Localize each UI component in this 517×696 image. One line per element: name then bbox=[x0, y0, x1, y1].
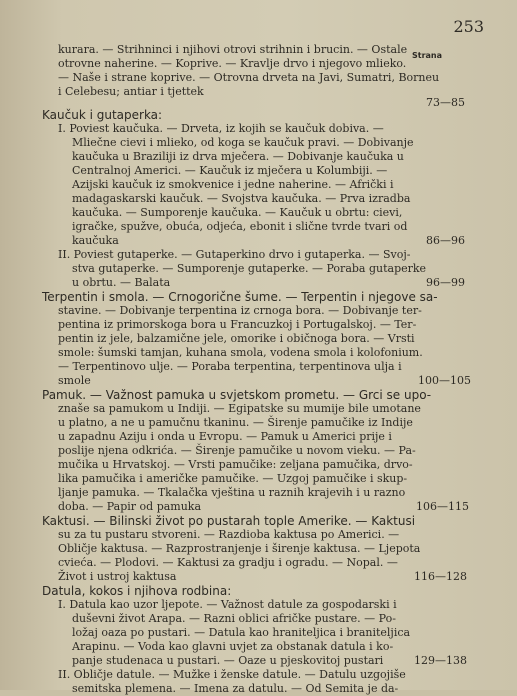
section-heading: Datula, kokos i njihova rodbina: bbox=[42, 584, 232, 598]
page-ref: 100—105 bbox=[418, 374, 471, 387]
page-ref: 96—99 bbox=[426, 276, 465, 289]
page-ref: 86—96 bbox=[426, 234, 465, 247]
text-line: u platno, a ne u pamučnu tkaninu. — Širenje pamučike iz Indije bbox=[58, 416, 413, 429]
text-line: I. Datula kao uzor ljepote. — Važnost datule za gospodarski i bbox=[58, 598, 397, 611]
text-line: Obličje kaktusa. — Razprostranjenje i širenje kaktusa. — Ljepota bbox=[58, 542, 421, 555]
column-header: Strana bbox=[412, 51, 443, 60]
page-ref: 106—115 bbox=[416, 500, 469, 513]
section-heading: Kaktusi. — Bilinski život po pustarah tople Amerike. — Kaktusi bbox=[42, 514, 416, 528]
text-line: duševni život Arapa. — Razni oblici afričke pustare. — Po- bbox=[72, 612, 396, 625]
text-line: stva gutaperke. — Sumporenje gutaperke. — Poraba gutaperke bbox=[72, 262, 427, 275]
section-heading: Pamuk. — Važnost pamuka u svjetskom prometu. — Grci se upo- bbox=[42, 388, 432, 402]
text-line: kaučuka u Braziliji iz drva mječera. — Dobivanje kaučuka u bbox=[72, 150, 404, 163]
text-line: cvieća. — Plodovi. — Kaktusi za gradju i ogradu. — Nopal. — bbox=[58, 556, 398, 569]
text-line: u obrtu. — Balata bbox=[72, 276, 171, 289]
text-line: stavine. — Dobivanje terpentina iz crnoga bora. — Dobivanje ter- bbox=[58, 304, 422, 317]
text-line: u zapadnu Aziju i onda u Evropu. — Pamuk u Americi prije i bbox=[58, 430, 392, 443]
section-heading: Kaučuk i gutaperka: bbox=[42, 108, 163, 122]
text-line: — Terpentinovo ulje. — Poraba terpentina, terpentinova ulja i bbox=[58, 360, 402, 373]
text-line: smole: šumski tamjan, kuhana smola, vodena smola i kolofonium. bbox=[58, 346, 423, 359]
text-line: pentina iz primorskoga bora u Francuzkoj i Portugalskoj. — Ter- bbox=[58, 318, 417, 331]
text-line: Život i ustroj kaktusa bbox=[58, 570, 177, 583]
text-line: semitska plemena. — Imena za datulu. — Od Semita je da- bbox=[72, 682, 399, 695]
text-line: doba. — Papir od pamuka bbox=[58, 500, 202, 513]
page-ref: 73—85 bbox=[426, 96, 465, 109]
text-line: panje studenaca u pustari. — Oaze u pjeskovitoj pustari bbox=[72, 654, 384, 667]
text-line: i Celebesu; antiar i tjettek bbox=[58, 85, 204, 98]
page-ref: 129—138 bbox=[414, 654, 467, 667]
text-line: madagaskarski kaučuk. — Svojstva kaučuka. — Prva izradba bbox=[72, 192, 411, 205]
page-number: 253 bbox=[453, 17, 484, 36]
text-line: mučika u Hrvatskoj. — Vrsti pamučike: zeljana pamučika, drvo- bbox=[58, 458, 413, 471]
text-line: kaučuka bbox=[72, 234, 119, 247]
text-line: — Naše i strane koprive. — Otrovna drveta na Javi, Sumatri, Borneu bbox=[58, 71, 440, 84]
text-line: poslije njena odkrića. — Širenje pamučike u novom vieku. — Pa- bbox=[58, 444, 416, 457]
text-line: kaučuka. — Sumporenje kaučuka. — Kaučuk u obrtu: cievi, bbox=[72, 206, 403, 219]
text-line: su za tu pustaru stvoreni. — Razdioba kaktusa po Americi. — bbox=[58, 528, 400, 541]
text-line: otrovne naherine. — Koprive. — Kravlje drvo i njegovo mlieko. bbox=[58, 57, 407, 70]
text-line: ložaj oaza po pustari. — Datula kao hraniteljica i braniteljica bbox=[72, 626, 411, 639]
text-line: Arapinu. — Voda kao glavni uvjet za obstanak datula i ko- bbox=[72, 640, 394, 653]
text-line: Mliečne cievi i mlieko, od koga se kaučuk pravi. — Dobivanje bbox=[72, 136, 414, 149]
text-line: II. Obličje datule. — Mužke i ženske datule. — Datulu uzgojiše bbox=[58, 668, 406, 681]
text-line: igračke, spužve, obuća, odjeća, ebonit i slične tvrde tvari od bbox=[72, 220, 408, 233]
section-heading: Terpentin i smola. — Crnogorične šume. — Terpentin i njegove sa- bbox=[42, 290, 438, 304]
text-line: lika pamučika i američke pamučike. — Uzgoj pamučike i skup- bbox=[58, 472, 408, 485]
text-line: znaše sa pamukom u Indiji. — Egipatske su mumije bile umotane bbox=[58, 402, 421, 415]
text-line: ljanje pamuka. — Tkalačka vještina u raznih krajevih i u razno bbox=[58, 486, 406, 499]
text-line: Azijski kaučuk iz smokvenice i jedne naherine. — Afrički i bbox=[72, 178, 394, 191]
text-line: Centralnoj Americi. — Kaučuk iz mječera u Kolumbiji. — bbox=[72, 164, 388, 177]
text-line: pentin iz jele, balzamične jele, omorike i običnoga bora. — Vrsti bbox=[58, 332, 415, 345]
text-line: kurara. — Strihninci i njihovi otrovi strihnin i brucin. — Ostale bbox=[58, 43, 408, 56]
page-ref: 116—128 bbox=[414, 570, 467, 583]
text-line: II. Poviest gutaperke. — Gutaperkino drvo i gutaperka. — Svoj- bbox=[58, 248, 411, 261]
text-line: smole bbox=[58, 374, 91, 387]
text-line: I. Poviest kaučuka. — Drveta, iz kojih se kaučuk dobiva. — bbox=[58, 122, 384, 135]
